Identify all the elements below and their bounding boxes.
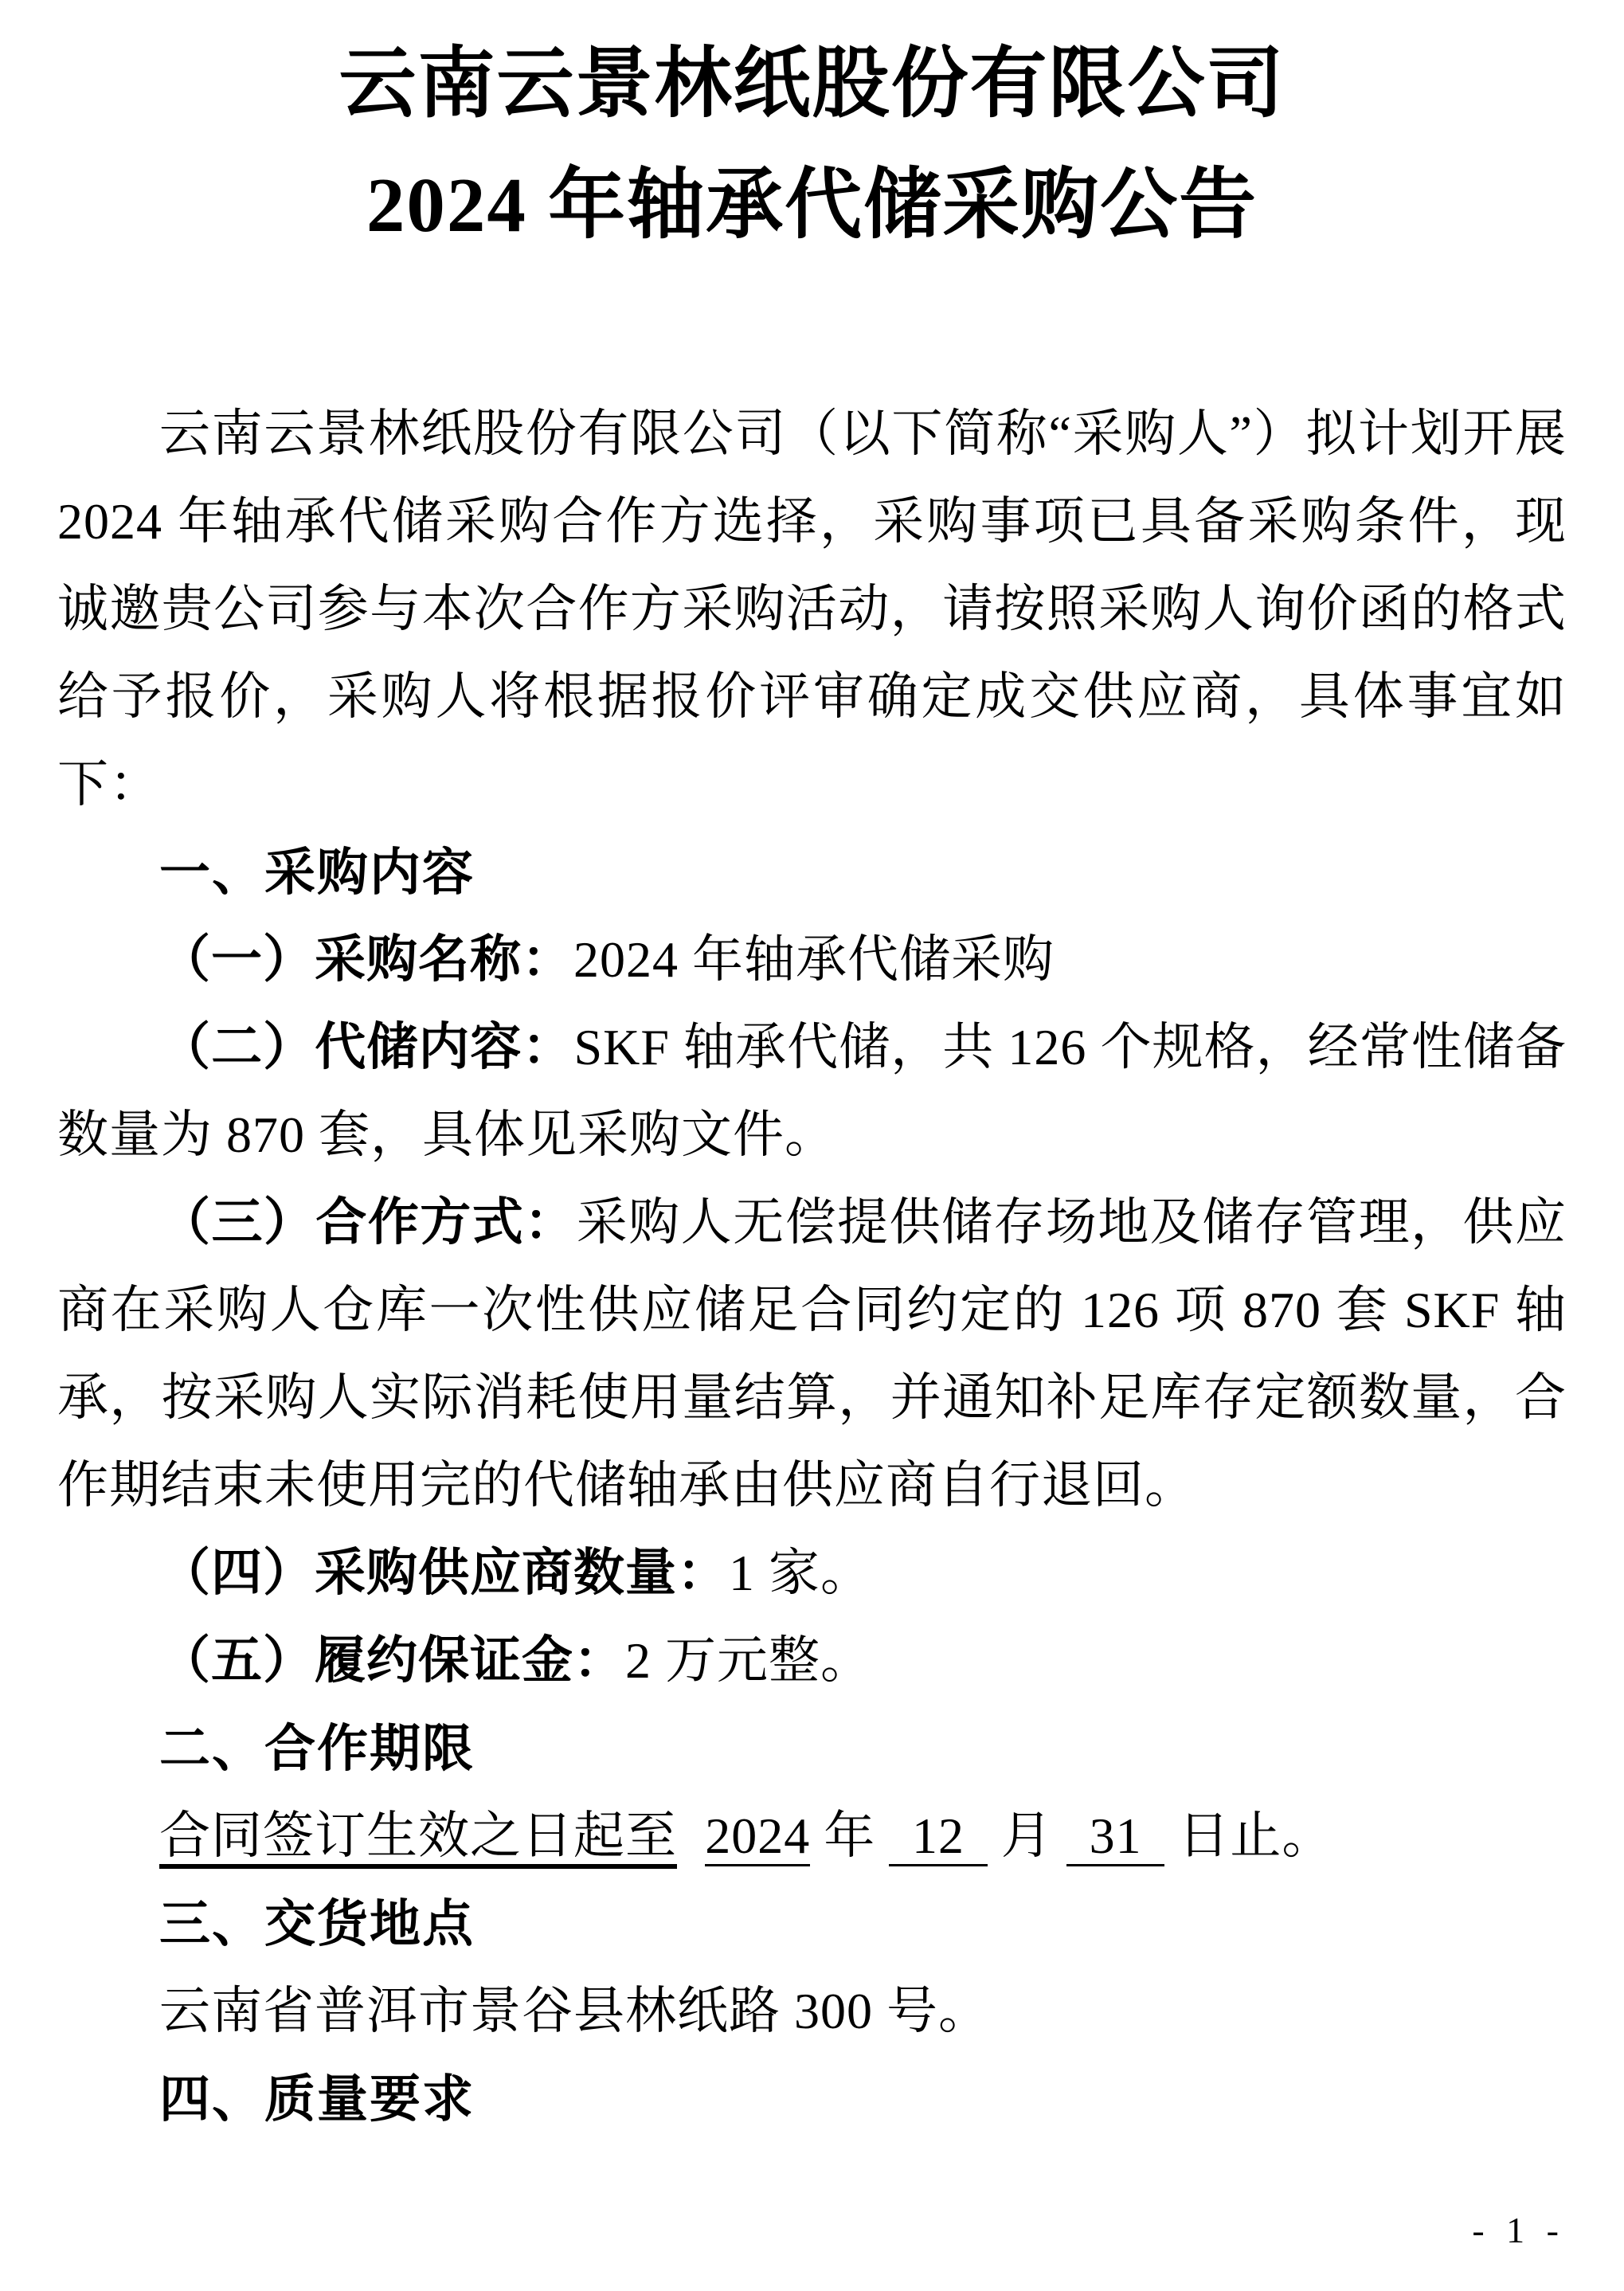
item-storage-content — [57, 1004, 1567, 1179]
item-cooperation-mode — [57, 1179, 1567, 1529]
item-label: （三）合作方式： — [159, 1194, 577, 1251]
item-text: 1 家。 — [729, 1545, 872, 1601]
term-plain-year-label: 年 — [810, 1807, 890, 1864]
intro-paragraph: 云南云景林纸股份有限公司（以下简称“采购人”）拟计划开展 2024 年轴承代储采购合作方选择，采购事项已具备采购条件，现诚邀贵公司参与本次合作方采购活动，请按照采购人询价函的格式给予报价，采购人将根据报价评审确定成交供应商，具体事宜如下： — [57, 405, 1567, 813]
section-heading-cooperation-period: 二、合作期限 — [159, 1720, 475, 1777]
underline-segment-contract-phrase: 合同签订生效之日起至 — [159, 1807, 677, 1869]
item-text: 2024 年轴承代储采购 — [573, 931, 1055, 988]
contract-term-line — [57, 1792, 1567, 1880]
item-label: （一）采购名称： — [159, 931, 573, 988]
underline-segment-month-value: 12 — [889, 1807, 988, 1866]
section-heading-quality-requirements: 四、质量要求 — [159, 2070, 475, 2128]
title-line-1: 云南云景林纸股份有限公司 — [338, 41, 1286, 127]
delivery-address-line: 云南省普洱市景谷县林纸路 300 号。 — [159, 1983, 990, 2039]
item-text: SKF 轴承代储，共 126 个规格，经常性储备数量为 870 套，具体见采购文件。 — [57, 1019, 1567, 1163]
document-title — [57, 24, 1567, 266]
underline-segment-year-value: 2024 — [705, 1807, 810, 1866]
term-plain-month-label: 月 — [987, 1807, 1066, 1864]
item-label: （五）履约保证金： — [159, 1632, 625, 1689]
term-plain-day-label: 日止。 — [1164, 1807, 1334, 1864]
item-procurement-name — [57, 916, 1567, 1004]
title-line-2: 2024 年轴承代储采购公告 — [366, 163, 1258, 248]
item-performance-bond — [57, 1617, 1567, 1705]
section-heading-procurement-content: 一、采购内容 — [159, 844, 475, 901]
item-text: 采购人无偿提供储存场地及储存管理，供应商在采购人仓库一次性供应储足合同约定的 126 项 870 套 SKF 轴承，按采购人实际消耗使用量结算，并通知补足库存定额数量，合作期结束未使用完的代储轴承由供应商自行退回。 — [57, 1194, 1567, 1514]
item-text: 2 万元整。 — [625, 1632, 872, 1689]
item-label: （四）采购供应商数量： — [159, 1545, 729, 1601]
underline-segment-day-value: 31 — [1066, 1807, 1165, 1866]
item-label: （二）代储内容： — [159, 1019, 574, 1075]
item-supplier-count — [57, 1529, 1567, 1617]
section-heading-delivery-place: 三、交货地点 — [159, 1895, 475, 1952]
page-number: - 1 - — [1472, 2210, 1565, 2250]
